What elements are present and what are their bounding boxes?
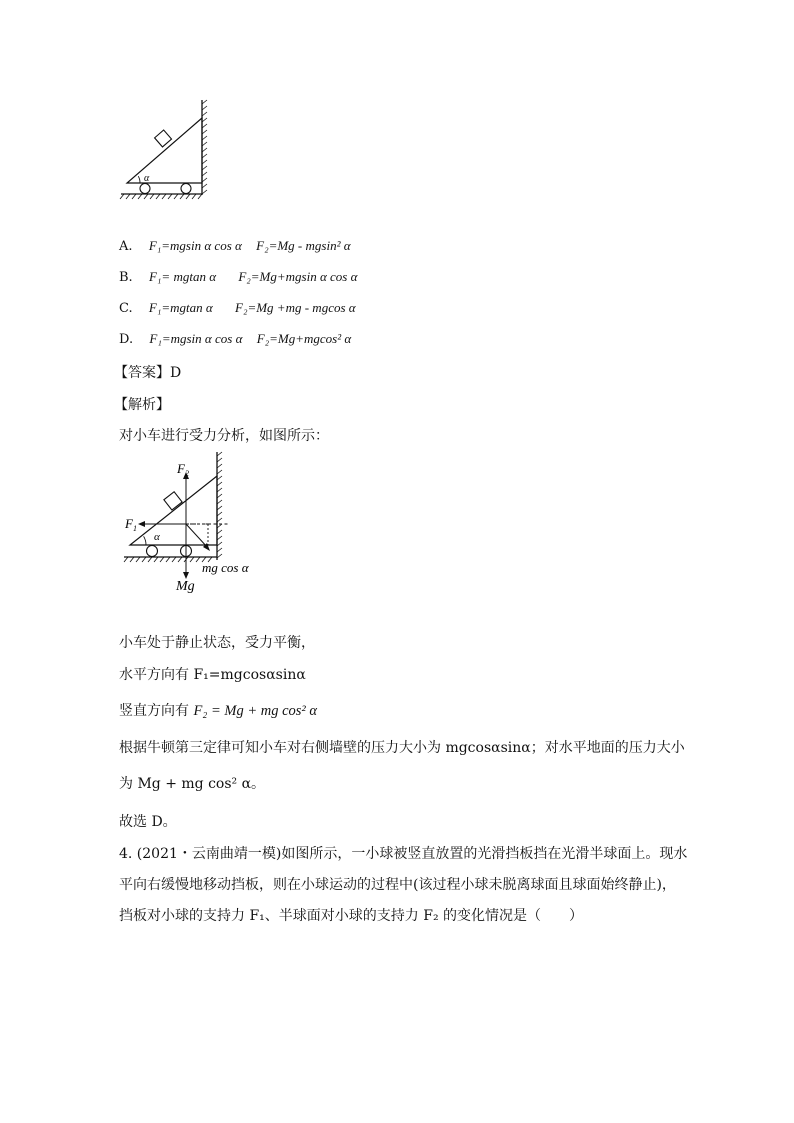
analysis-intro: 对小车进行受力分析，如图所示： [119,428,329,444]
vertical-line [119,700,317,720]
f2-label: $F_2$ [177,461,189,478]
newton-cont-line: 为 Mg + mg cos² α。 [119,776,266,792]
option-f1: F₁=mgsin α cos α [149,331,243,346]
option-a [119,238,351,254]
option-letter: A. [119,239,133,254]
option-f1: F₁=mgtan α [148,300,213,315]
horizontal-line: 水平方向有 F₁=mgcosαsinα [119,667,306,683]
choose-line: 故选 D。 [119,814,177,830]
option-f2: F₂=Mg - mgsin² α [256,238,351,253]
angle-label: α [144,173,150,184]
question-4-line-2: 平向右缓慢地移动挡板，则在小球运动的过程中(该过程小球未脱离球面且球面始终静止)， [119,877,676,893]
mg-label: Mg [176,579,195,594]
option-f2: F₂=Mg+mgcos² α [256,331,352,346]
option-f2: F₂=Mg+mgsin α cos α [238,269,358,284]
option-d [119,331,351,347]
option-f2: F₂=Mg +mg - mgcos α [235,300,356,315]
state-line: 小车处于静止状态，受力平衡， [119,635,315,651]
option-f1: F₁= mgtan α [148,269,217,284]
option-letter: C. [119,301,133,316]
answer-line: 【答案】D [114,365,182,381]
f1-label: $F_1$ [125,516,137,533]
option-b [119,269,357,285]
figure-wedge-wall [118,96,213,200]
angle-label: α [154,531,160,543]
figure-force-analysis [118,448,268,598]
option-letter: B. [119,270,133,285]
newton-line: 根据牛顿第三定律可知小车对右侧墙壁的压力大小为 mgcosαsinα；对水平地面的压力大小 [119,740,685,756]
question-4-line-3: 挡板对小球的支持力 F₁、半球面对小球的支持力 F₂ 的变化情况是（ ） [119,908,584,924]
vertical-prefix: 竖直方向有 [119,703,189,719]
analysis-heading: 【解析】 [114,397,170,413]
mgcos-label: mg cos α [202,560,249,575]
question-4-line-1: 4. (2021・云南曲靖一模)如图所示，一小球被竖直放置的光滑挡板挡在光滑半球面上。现水 [119,846,688,862]
option-f1: F₁=mgsin α cos α [148,238,242,253]
vertical-formula: F₂ = Mg + mg cos² α [193,703,318,719]
option-letter: D. [119,332,134,347]
option-c [119,300,356,316]
